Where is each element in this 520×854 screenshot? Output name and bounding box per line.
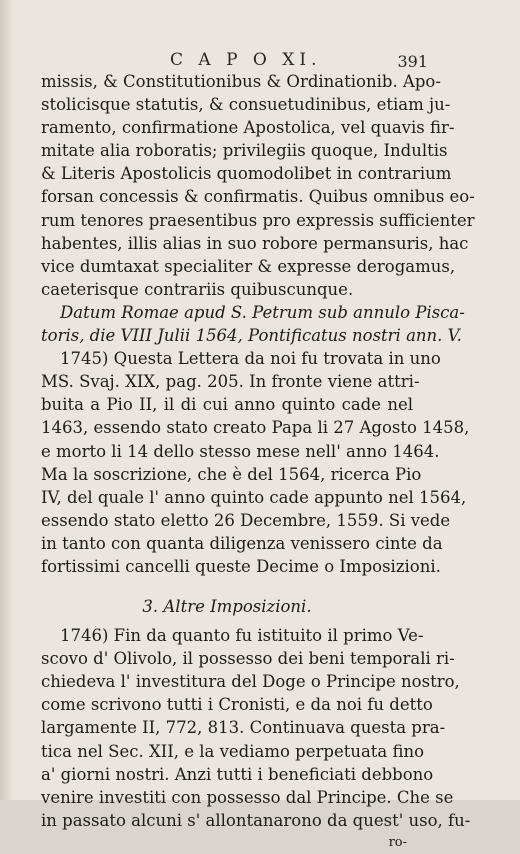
text-line: e morto li 14 dello stesso mese nell' anno 1464. <box>41 441 440 461</box>
text-line: forsan concessis & confirmatis. Quibus omnibus eo- <box>41 187 475 207</box>
text-line: in tanto con quanta diligenza venissero cinte da <box>41 533 443 553</box>
text-line: largamente II, 772, 813. Continuava questa pra- <box>41 718 446 738</box>
text-line: venire investiti con possesso dal Principe. Che se <box>41 787 454 807</box>
chapter-title: C A P O XI. <box>170 50 322 70</box>
text-line: tica nel Sec. XII, e la vediamo perpetuata fino <box>41 741 425 761</box>
paragraph-1746 <box>41 624 471 832</box>
running-head <box>0 50 520 72</box>
text-line: chiedeva l' investitura del Doge o Principe nostro, <box>41 672 460 692</box>
text-line: toris, die VIII Julii 1564, Pontificatus nostri ann. V. <box>41 326 462 346</box>
text-line: caeterisque contrariis quibuscunque. <box>41 279 354 299</box>
text-line: come scrivono tutti i Cronisti, e da noi fu detto <box>41 695 433 715</box>
text-line: a' giorni nostri. Anzi tutti i beneficiati debbono <box>41 764 434 784</box>
text-line: scovo d' Olivolo, il possesso dei beni temporali ri- <box>41 649 455 669</box>
text-line: 1463, essendo stato creato Papa li 27 Agosto 1458, <box>41 418 470 438</box>
text-line: vice dumtaxat specialiter & expresse derogamus, <box>41 256 456 276</box>
catchword: ro- <box>388 834 407 850</box>
section-heading: 3. Altre Imposizioni. <box>142 597 312 617</box>
text-line: Datum Romae apud S. Petrum sub annulo Pisca- <box>60 302 465 322</box>
text-line: 1746) Fin da quanto fu istituito il primo Ve- <box>60 626 424 646</box>
page-number: 391 <box>397 52 428 71</box>
datum-line <box>41 301 465 347</box>
text-line: MS. Svaj. XIX, pag. 205. In fronte viene attri- <box>41 372 420 392</box>
text-line: missis, & Constitutionibus & Ordinationib. Apo- <box>41 72 441 91</box>
page-gutter-shadow <box>0 0 14 800</box>
text-line: Ma la soscrizione, che è del 1564, ricerca Pio <box>41 464 422 484</box>
text-line: mitate alia roboratis; privilegiis quoque, Indultis <box>41 141 448 161</box>
text-line: & Literis Apostolicis quomodolibet in contrarium <box>41 164 452 184</box>
text-line: fortissimi cancelli queste Decime o Imposizioni. <box>41 556 441 576</box>
text-line: habentes, illis alias in suo robore permansuris, hac <box>41 233 469 253</box>
text-line: rum tenores praesentibus pro expressis sufficienter <box>41 210 475 230</box>
text-line: IV, del quale l' anno quinto cade appunto nel 1564, <box>41 487 467 507</box>
paragraph-1745 <box>41 347 470 578</box>
text-line: ramento, confirmatione Apostolica, vel quavis fir- <box>41 118 455 138</box>
text-line: stolicisque statutis, & consuetudinibus, etiam ju- <box>41 95 451 115</box>
text-line: 1745) Questa Lettera da noi fu trovata in uno <box>60 349 441 369</box>
text-line: buita a Pio II, il di cui anno quinto cade nel <box>41 395 413 415</box>
text-block <box>41 70 475 854</box>
text-line: essendo stato eletto 26 Decembre, 1559. Si vede <box>41 510 451 530</box>
text-line: in passato alcuni s' allontanarono da quest' uso, fu- <box>41 810 471 830</box>
latin-paragraph <box>41 70 475 301</box>
